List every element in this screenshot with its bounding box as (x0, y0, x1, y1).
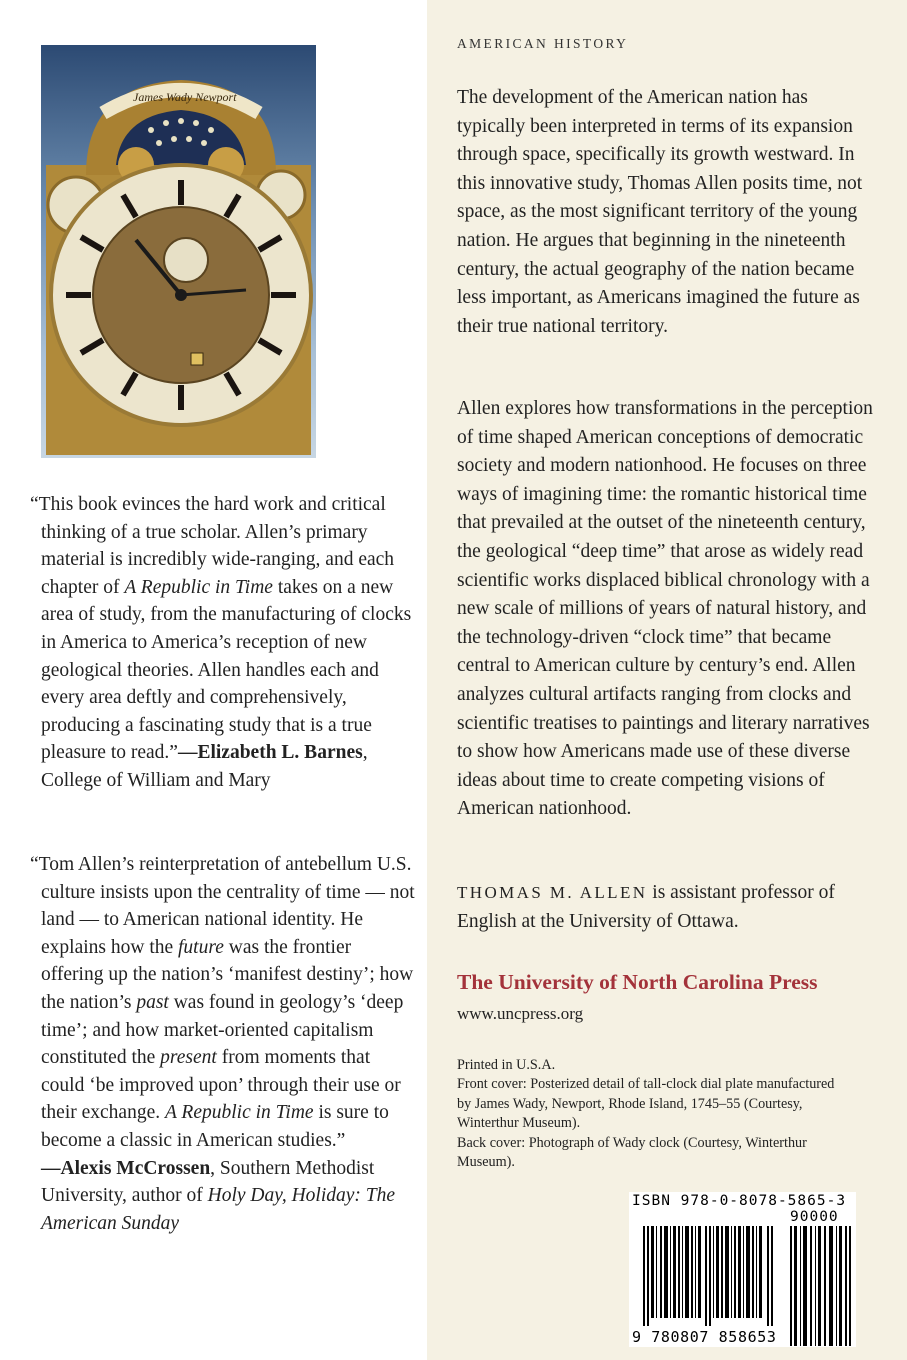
quote2-book-title: A Republic in Time (164, 1102, 314, 1124)
isbn-number: ISBN 978-0-8078-5865-3 (632, 1193, 847, 1209)
date-aperture (191, 353, 203, 365)
quote2-present: present (160, 1047, 217, 1069)
review-quote-1 (30, 491, 416, 795)
quote2-text-d: from moments that could ‘be improved upon’ through their use or their exchange. (41, 1047, 401, 1124)
author-name: THOMAS M. ALLEN (457, 883, 648, 902)
description-paragraph-1: The development of the American nation has typically been interpreted in terms of its expansion through space, specifically its growth westward. In this innovative study, Thomas Allen posits time, not space, as the most significant territory of the young nation. He argues that beginning in the nineteenth century, the actual geography of the nation became less important, as Americans imagined the future as their true national territory. (457, 87, 863, 337)
description-paragraph-2: Allen explores how transformations in the perception of time shaped American conceptions of democratic society and modern nationhood. He focuses on three ways of imagining time: the romantic historical time that prevailed at the outset of the nineteenth century, the geological “deep time” that arose as widely read scientific works displaced biblical chronology with a new scale of millions of years of natural history, and the technology-driven “clock time” that became central to American culture by century’s end. Allen analyzes cultural artifacts ranging from clocks and scientific treatises to paintings and literary narratives to show how Americans made use of these diverse ideas about time to create competing visions of American nationhood. (457, 398, 873, 820)
quote2-text-a: “Tom Allen’s reinterpretation of antebellum U.S. culture insists upon the centrality of time — not land — to American national identity. He explains how the (30, 854, 415, 958)
quote2-affiliation: , Southern Methodist University, author of (41, 1157, 375, 1207)
category-label: AMERICAN HISTORY (457, 36, 629, 51)
ean-number: 9 780807 858653 (632, 1328, 777, 1346)
barcode-main-bars (643, 1226, 775, 1326)
cover-credits (457, 1056, 837, 1172)
quote1-affiliation: , College of William and Mary (41, 742, 368, 791)
publisher-name: The University of North Carolina Press (457, 970, 818, 994)
clock-inscription: James Wady Newport (133, 90, 237, 104)
quote1-dash: — (177, 742, 198, 764)
printed-in: Printed in U.S.A. (457, 1057, 556, 1073)
quote2-dash: — (41, 1157, 61, 1179)
author-bio (457, 879, 877, 936)
clock-illustration (41, 45, 316, 458)
back-cover-credit: Back cover: Photograph of Wady clock (Courtesy, Winterthur Museum). (457, 1134, 807, 1171)
front-cover-credit: Front cover: Posterized detail of tall-clock dial plate manufactured by James Wady, Newport, Rhode Island, 1745–55 (Courtesy, Winterthur Museum). (457, 1076, 835, 1132)
quote1-text-b: takes on a new area of study, from the manufacturing of clocks in America to America’s reception of new geological theories. Allen handles each and every area deftly and comprehensively, producing a fascinating study that is a true pleasure to read.” (41, 576, 412, 764)
publisher-website: www.uncpress.org (457, 1004, 584, 1023)
quote2-future: future (178, 936, 224, 958)
quote2-text-c: was found in geology’s ‘deep time’; and how market-oriented capitalism constituted the (41, 991, 404, 1069)
quote2-attribution: Alexis McCrossen (60, 1157, 211, 1179)
quote1-attribution: Elizabeth L. Barnes (197, 742, 363, 764)
review-quote-2 (30, 851, 416, 1237)
quote2-text-b: was the frontier offering up the nation’s ‘manifest destiny’; how the nation’s (41, 936, 414, 1013)
seconds-dial (164, 238, 208, 282)
quote2-past: past (136, 991, 169, 1013)
barcode-addon-bars (790, 1226, 852, 1346)
left-column (0, 0, 427, 1360)
quote2-author-book: Holy Day, Holiday: The American Sunday (41, 1185, 396, 1234)
clock-photo (41, 45, 316, 458)
quote1-book-title: A Republic in Time (124, 576, 273, 598)
price-addon: 90000 (790, 1209, 839, 1225)
hand-pivot (175, 289, 187, 301)
quote1-text-a: “This book evinces the hard work and critical thinking of a true scholar. Allen’s primary material is incredibly wide-ranging, and each chapter of (30, 494, 395, 598)
author-bio-text: is assistant professor of English at the University of Ottawa. (457, 882, 835, 932)
quote2-text-e: is sure to become a classic in American studies.” (41, 1102, 389, 1151)
